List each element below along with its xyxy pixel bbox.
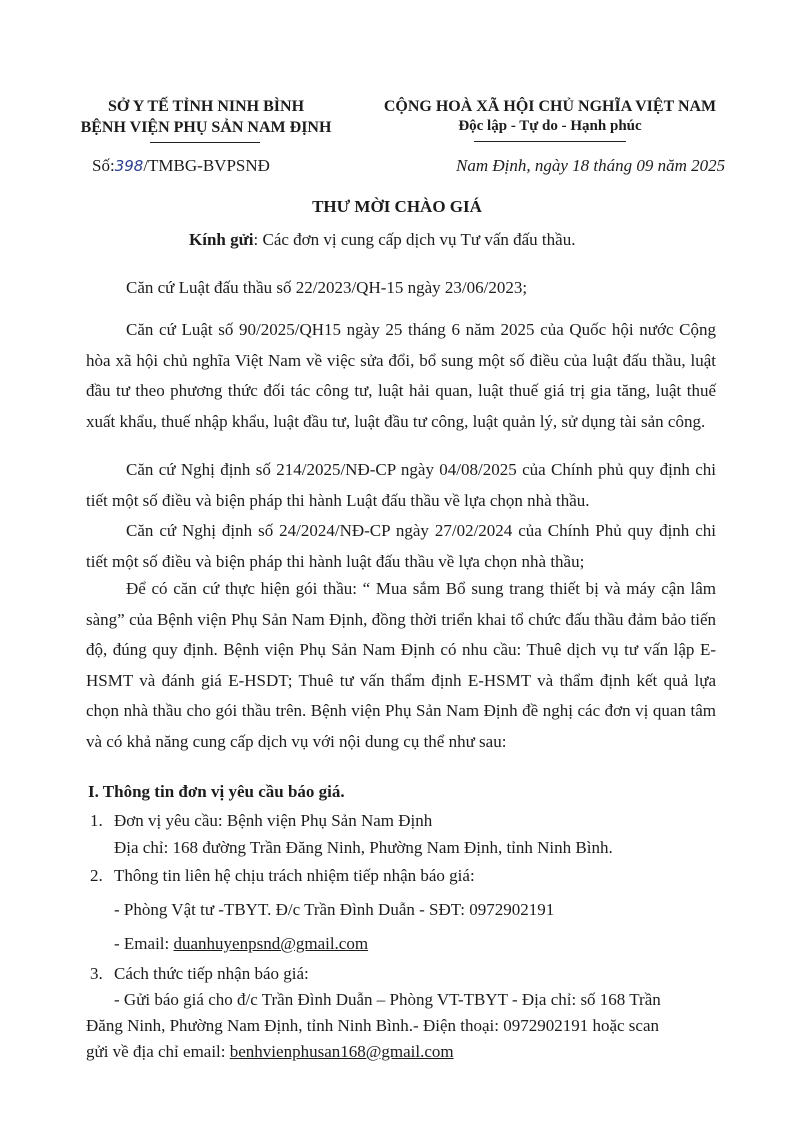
number-prefix: Số: [92, 156, 115, 175]
hospital-name: BỆNH VIỆN PHỤ SẢN NAM ĐỊNH [80, 119, 332, 136]
item-2-email-line [114, 934, 368, 954]
document-title: THƯ MỜI CHÀO GIÁ [312, 197, 482, 216]
section-1-heading: I. Thông tin đơn vị yêu cầu báo giá. [88, 782, 345, 801]
item-3-line-1: Cách thức tiếp nhận báo giá: [114, 964, 309, 983]
email-label: - Email: [114, 934, 174, 953]
recipient-line [189, 230, 575, 250]
paragraph-legal-basis-3: Căn cứ Nghị định số 214/2025/NĐ-CP ngày 04/08/2025 của Chính phủ quy định chi tiết một số điều và biện pháp thi hành Luật đấu thầu về lựa chọn nhà thầu. [86, 460, 716, 510]
agency-name: SỞ Y TẾ TỈNH NINH BÌNH [107, 98, 305, 115]
document-number [92, 156, 270, 176]
submission-email-link[interactable]: benhvienphusan168@gmail.com [229, 1042, 454, 1061]
paragraph-legal-basis-4: Căn cứ Nghị định số 24/2024/NĐ-CP ngày 27/02/2024 của Chính Phủ quy định chi tiết một số điều và biện pháp thi hành luật đấu thầu về lựa chọn nhà thầu; [86, 521, 716, 571]
item-1-number: 1. [90, 811, 103, 830]
number-suffix: /TMBG-BVPSNĐ [143, 156, 270, 175]
item-1-address: Địa chỉ: 168 đường Trần Đăng Ninh, Phường Nam Định, tỉnh Ninh Bình. [114, 838, 613, 857]
item-2-line-1: Thông tin liên hệ chịu trách nhiệm tiếp nhận báo giá: [114, 866, 475, 885]
contact-email-link[interactable]: duanhuyenpsnd@gmail.com [173, 934, 369, 953]
hospital-name-underline [150, 142, 260, 143]
item-3-line-3: Đăng Ninh, Phường Nam Định, tỉnh Ninh Bình.- Điện thoại: 0972902191 hoặc scan [86, 1016, 660, 1035]
paragraph-purpose: Để có căn cứ thực hiện gói thầu: “ Mua sắm Bổ sung trang thiết bị và máy cận lâm sàng” của Bệnh viện Phụ Sản Nam Định, đồng thời triển khai tổ chức đấu thầu đảm bảo tiến độ, đúng quy định. Bệnh viện Phụ Sản Nam Định có nhu cầu: Thuê dịch vụ tư vấn lập E-HSMT và đánh giá E-HSDT; Thuê tư vấn thẩm định E-HSMT và thẩm định kết quả lựa chọn nhà thầu cho gói thầu trên. Bệnh viện Phụ Sản Nam Định đề nghị các đơn vị quan tâm và có khả năng cung cấp dịch vụ với nội dung cụ thể như sau: [86, 579, 716, 751]
item-1-line-1: Đơn vị yêu cầu: Bệnh viện Phụ Sản Nam Định [114, 811, 433, 830]
item-3-line-2: - Gửi báo giá cho đ/c Trần Đình Duẫn – Phòng VT-TBYT - Địa chỉ: số 168 Trần [114, 990, 661, 1009]
item-2-contact: - Phòng Vật tư -TBYT. Đ/c Trần Đình Duẫn - SĐT: 0972902191 [114, 900, 555, 919]
place-date: Nam Định, ngày 18 tháng 09 năm 2025 [456, 156, 726, 175]
national-motto: Độc lập - Tự do - Hạnh phúc [458, 118, 642, 134]
recipient-text: : Các đơn vị cung cấp dịch vụ Tư vấn đấu thầu. [253, 230, 576, 249]
paragraph-legal-basis-2: Căn cứ Luật số 90/2025/QH15 ngày 25 tháng 6 năm 2025 của Quốc hội nước Cộng hòa xã hội chủ nghĩa Việt Nam về việc sửa đổi, bổ sung một số điều của luật đấu thầu, luật đầu tư theo phương thức đối tác công tư, luật hải quan, luật thuế giá trị gia tăng, luật thuế xuất khẩu, thuế nhập khẩu, luật đầu tư, luật đầu tư công, luật quản lý, sử dụng tài sản công. [86, 320, 716, 431]
email-prefix: gửi về địa chỉ email: [86, 1042, 230, 1061]
item-3-line-4 [86, 1042, 454, 1062]
recipient-label: Kính gửi [189, 230, 254, 249]
item-2-number: 2. [90, 866, 103, 885]
item-3-number: 3. [90, 964, 103, 983]
paragraph-legal-basis-1: Căn cứ Luật đấu thầu số 22/2023/QH-15 ngày 23/06/2023; [126, 278, 528, 297]
motto-underline [474, 141, 626, 142]
handwritten-number: 398 [114, 157, 144, 175]
country-name: CỘNG HOÀ XÃ HỘI CHỦ NGHĨA VIỆT NAM [383, 98, 717, 115]
